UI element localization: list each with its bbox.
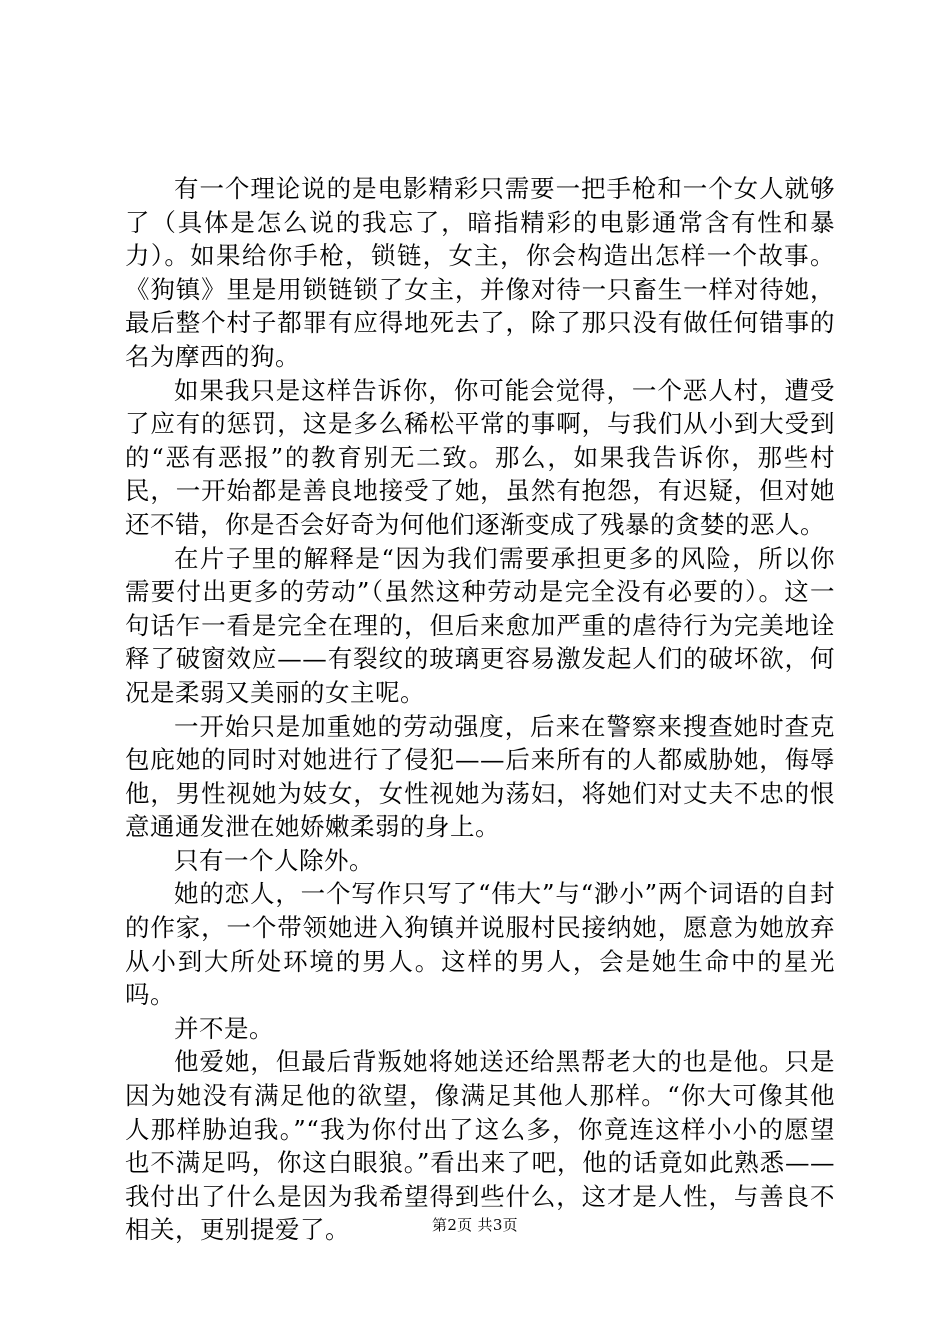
paragraph-4: 一开始只是加重她的劳动强度，后来在警察来搜查她时查克包庇她的同时对她进行了侵犯——后来所有的人都威胁她，侮辱他，男性视她为妓女，女性视她为荡妇，将她们对丈夫不忠的恨意通通发泄在她娇嫩柔弱的身上。 bbox=[125, 711, 835, 842]
paragraph-6: 她的恋人，一个写作只写了“伟大”与“渺小”两个词语的自封的作家，一个带领她进入狗镇并说服村民接纳她，愿意为她放弃从小到大所处环境的男人。这样的男人，会是她生命中的星光吗。 bbox=[125, 879, 835, 1010]
page-number-footer: 第2页 共3页 bbox=[432, 1216, 518, 1234]
paragraph-2: 如果我只是这样告诉你，你可能会觉得，一个恶人村，遭受了应有的惩罚，这是多么稀松平常的事啊，与我们从小到大受到的“恶有恶报”的教育别无二致。那么，如果我告诉你，那些村民，一开始都是善良地接受了她，虽然有抱怨，有迟疑，但对她还不错，你是否会好奇为何他们逐渐变成了残暴的贪婪的恶人。 bbox=[125, 375, 835, 539]
article-body bbox=[125, 172, 835, 1247]
paragraph-1: 有一个理论说的是电影精彩只需要一把手枪和一个女人就够了（具体是怎么说的我忘了，暗指精彩的电影通常含有性和暴力）。如果给你手枪，锁链，女主，你会构造出怎样一个故事。《狗镇》里是用锁链锁了女主，并像对待一只畜生一样对待她，最后整个村子都罪有应得地死去了，除了那只没有做任何错事的名为摩西的狗。 bbox=[125, 174, 835, 371]
paragraph-5: 只有一个人除外。 bbox=[174, 845, 374, 875]
paragraph-8: 他爱她，但最后背叛她将她送还给黑帮老大的也是他。只是因为她没有满足他的欲望，像满足其他人那样。“你大可像其他人那样胁迫我。”“我为你付出了这么多，你竟连这样小小的愿望也不满足吗，你这白眼狼。”看出来了吧，他的话竟如此熟悉——我付出了什么是因为我希望得到些什么，这才是人性，与善良不相关，更别提爱了。 bbox=[125, 1047, 835, 1245]
paragraph-7: 并不是。 bbox=[174, 1013, 274, 1043]
paragraph-3: 在片子里的解释是“因为我们需要承担更多的风险，所以你需要付出更多的劳动”（虽然这种劳动是完全没有必要的）。这一句话乍一看是完全在理的，但后来愈加严重的虐待行为完美地诠释了破窗效应——有裂纹的玻璃更容易激发起人们的破坏欲，何况是柔弱又美丽的女主呢。 bbox=[125, 543, 835, 707]
